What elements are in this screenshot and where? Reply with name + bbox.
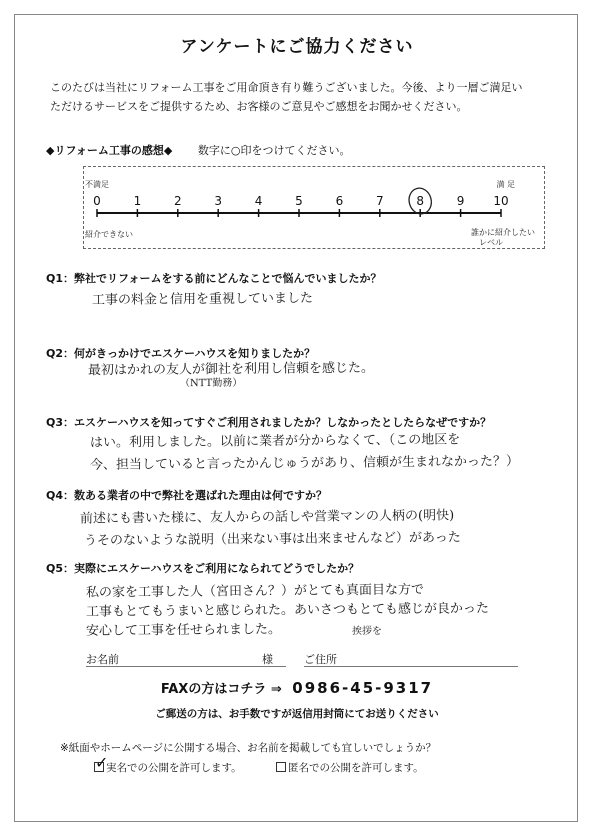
question-label: Q4：数ある業者の中で弊社を選ばれた理由は何ですか？ bbox=[46, 489, 328, 502]
intro-text bbox=[50, 78, 570, 116]
handwritten-answer: 最初はかれの友人が御社を利用し信頼を感じた。 bbox=[87, 360, 375, 379]
fax-number: 0986-45-9317 bbox=[292, 679, 434, 697]
scale-number: 10 bbox=[493, 194, 509, 208]
page-title: アンケートにご協力ください bbox=[180, 37, 414, 57]
handwritten-answer: 工事の料金と信用を重視していました bbox=[91, 291, 314, 308]
consent-option-real[interactable] bbox=[94, 760, 242, 775]
handwritten-answer: 前述にも書いた様に、友人からの話しや営業マンの人柄の(明快) bbox=[79, 508, 455, 527]
scale-number: 7 bbox=[375, 194, 384, 208]
scale-number: 6 bbox=[335, 194, 344, 208]
name-label: お名前 bbox=[86, 653, 119, 666]
scale-number: 8 bbox=[416, 194, 425, 208]
checkbox-anon[interactable] bbox=[276, 762, 286, 772]
scale-high-top: 満 足 bbox=[496, 180, 515, 189]
address-label: ご住所 bbox=[304, 653, 337, 666]
scale-number: 1 bbox=[133, 194, 142, 208]
consent-question: ※紙面やホームページに公開する場合、お名前を掲載しても宜しいでしょうか？ bbox=[60, 742, 437, 754]
scale-high-bottom: 誰かに紹介したい bbox=[471, 228, 535, 237]
handwritten-answer: 今、担当していると言ったかんじゅうがあり、信頼が生まれなかった？） bbox=[89, 454, 520, 473]
question-label: Q2：何がきっかけでエスケーハウスを知りましたか？ bbox=[46, 347, 316, 360]
scale-number: 9 bbox=[456, 194, 465, 208]
address-line bbox=[304, 666, 518, 667]
handwritten-answer: 安心して工事を任せられました。 bbox=[85, 622, 282, 639]
sama-label: 様 bbox=[262, 653, 273, 666]
section-heading bbox=[46, 142, 350, 158]
option-real-label: 実名での公開を許可します。 bbox=[106, 762, 242, 774]
intro-line: このたびは当社にリフォーム工事をご用命頂き有り難うございました。今後、より一層ご満足い bbox=[50, 81, 523, 94]
fax-line bbox=[0, 678, 594, 697]
consent-option-anon[interactable] bbox=[276, 760, 424, 775]
rating-scale bbox=[83, 166, 543, 247]
question-label: Q1：弊社でリフォームをする前にどんなことで悩んでいましたか？ bbox=[46, 272, 382, 285]
handwritten-answer: はい。利用しました。以前に業者が分からなくて、（この地区を bbox=[89, 432, 461, 451]
section-title: ◆リフォーム工事の感想◆ bbox=[46, 144, 173, 157]
check-mark-icon: ✓ bbox=[95, 753, 109, 772]
scale-number: 3 bbox=[214, 194, 223, 208]
name-line bbox=[86, 666, 286, 667]
intro-line: ただけるサービスをご提供するため、お客様のご意見やご感想をお聞かせください。 bbox=[50, 100, 468, 113]
question-label: Q3：エスケーハウスを知ってすぐご利用されましたか？しなかったとしたらなぜですか？ bbox=[46, 416, 492, 429]
scale-number: 4 bbox=[254, 194, 263, 208]
mail-note: ご郵送の方は、お手数ですが返信用封筒にてお送りください bbox=[155, 708, 439, 720]
fax-label: FAXの方はコチラ ⇒ bbox=[160, 682, 282, 697]
section-instruction: 数字に○印をつけてください。 bbox=[197, 144, 351, 157]
handwritten-note: 挨拶を bbox=[351, 625, 383, 638]
scale-number: 0 bbox=[93, 194, 101, 208]
handwritten-answer: （NTT勤務） bbox=[179, 377, 243, 390]
handwritten-answer: うそのないような説明（出来ない事は出来ませんなど）があった bbox=[83, 530, 461, 549]
scale-high-bottom-2: レベル bbox=[479, 238, 503, 247]
scale-low-top: 不満足 bbox=[85, 180, 109, 189]
question-label: Q5：実際にエスケーハウスをご利用になられてどうでしたか？ bbox=[46, 562, 360, 575]
scale-low-bottom: 紹介できない bbox=[85, 230, 133, 239]
option-anon-label: 匿名での公開を許可します。 bbox=[288, 762, 424, 774]
scale-number: 2 bbox=[173, 194, 182, 208]
handwritten-answer: 私の家を工事した人（宮田さん？）がとても真面目な方で bbox=[85, 582, 425, 601]
scale-number: 5 bbox=[295, 194, 303, 208]
handwritten-answer: 工事もとてもうまいと感じられた。あいさつもとても感じが良かった bbox=[85, 601, 490, 620]
